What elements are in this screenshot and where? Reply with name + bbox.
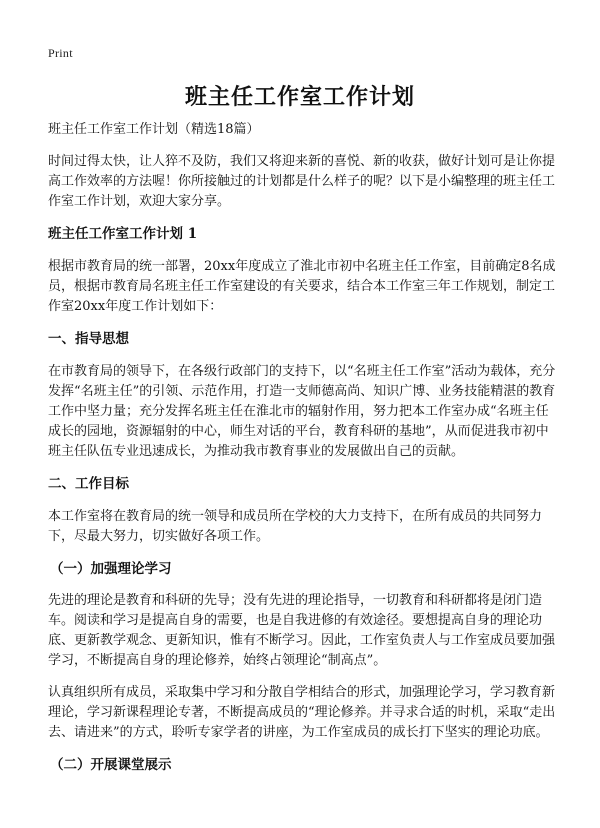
print-label[interactable]: Print	[48, 46, 73, 60]
sub1-paragraph-2: 认真组织所有成员，采取集中学习和分散自学相结合的形式，加强理论学习，学习教育新理论，学习新课程理论专著，不断提高成员的“理论修养。并寻求合适的时机，采取“走出去、请进来”的方式，聆听专家学者的讲座，为工作室成员的成长打下坚实的理论功底。	[48, 685, 556, 740]
plan1-paragraph: 根据市教育局的统一部署，20xx年度成立了淮北市初中名班主任工作室，目前确定8名成员，根据市教育局名班主任工作室建设的有关要求，结合本工作室三年工作规划，制定工作室20xx年度工作计划如下：	[48, 259, 556, 314]
section1-paragraph: 在市教育局的领导下，在各级行政部门的支持下，以“名班主任工作室”活动为载体，充分发挥“名班主任”的引领、示范作用，打造一支师德高尚、知识广博、业务技能精湛的教育工作中坚力量；充分发挥名班主任在淮北市的辐射作用，努力把本工作室办成“名班主任成长的园地，资源辐射的中心，师生对话的平台，教育科研的基地”，从而促进我市初中班主任队伍专业迅速成长，为推动我市教育事业的发展做出自己的贡献。	[48, 364, 556, 459]
document-body	[48, 120, 558, 787]
document-subtitle: 班主任工作室工作计划（精选18篇）	[48, 122, 260, 137]
section1-heading: 一、指导思想	[48, 331, 129, 347]
page-title: 班主任工作室工作计划	[184, 84, 415, 110]
intro-paragraph: 时间过得太快，让人猝不及防，我们又将迎来新的喜悦、新的收获，做好计划可是让你提高工作效率的方法喔！你所接触过的计划都是什么样子的呢？以下是小编整理的班主任工作室工作计划，欢迎大家分享。	[48, 154, 556, 209]
plan1-heading: 班主任工作室工作计划 1	[48, 226, 198, 242]
section2-paragraph: 本工作室将在教育局的统一领导和成员所在学校的大力支持下，在所有成员的共同努力下，尽最大努力，切实做好各项工作。	[48, 509, 543, 544]
sub1-paragraph-1: 先进的理论是教育和科研的先导；没有先进的理论指导，一切教育和科研都将是闭门造车。阅读和学习是提高自身的需要，也是自我进修的有效途径。要想提高自身的理论功底、更新教学观念、更新知识，惟有不断学习。因此，工作室负责人与工作室成员要加强学习，不断提高自身的理论修养，始终占领理论“制高点”。	[48, 593, 556, 668]
sub1-heading: （一）加强理论学习	[50, 561, 172, 577]
section2-heading: 二、工作目标	[48, 476, 129, 492]
sub2-heading: （二）开展课堂展示	[50, 757, 172, 773]
